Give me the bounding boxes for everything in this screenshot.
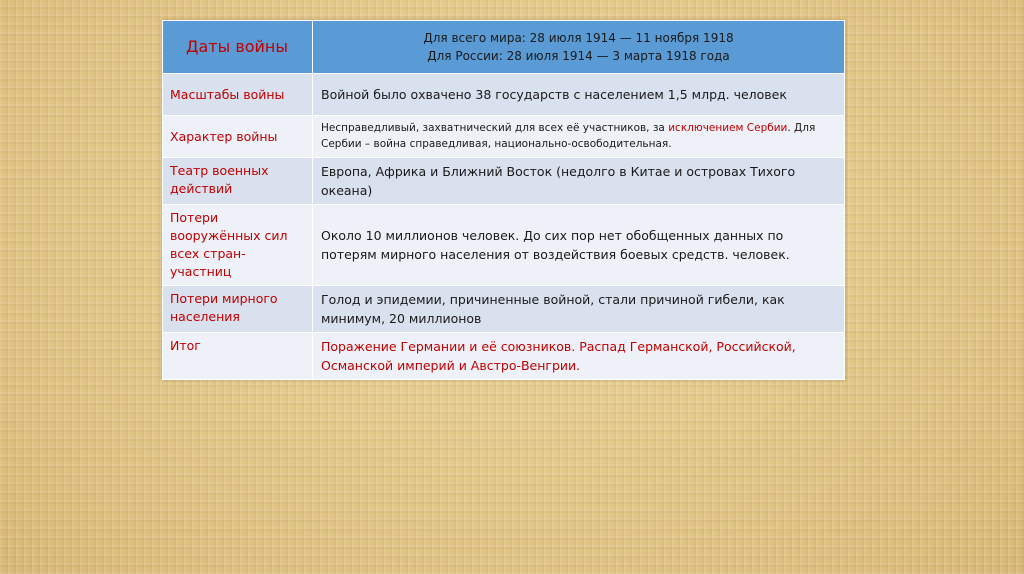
header-label: Даты войны [163, 21, 313, 74]
character-text-highlight: исключением Сербии [668, 122, 788, 134]
row-value-scale: Войной было охвачено 38 государств с населением 1,5 млрд. человек [313, 74, 845, 116]
row-value-character [313, 116, 845, 158]
character-text-post: . Для Сербии – война справедливая, национально-освободительная. [321, 122, 816, 150]
war-facts-table [162, 20, 845, 380]
table-row [163, 286, 845, 333]
table-row [163, 116, 845, 158]
row-label-outcome: Итог [163, 333, 313, 380]
row-value-civilian-losses: Голод и эпидемии, причиненные войной, стали причиной гибели, как минимум, 20 миллионов [313, 286, 845, 333]
row-label-military-losses: Потери вооружённых сил всех стран-участниц [163, 205, 313, 286]
row-value-outcome: Поражение Германии и её союзников. Распад Германской, Российской, Османской империй и Австро-Венгрии. [313, 333, 845, 380]
character-text-pre: Несправедливый, захватнический для всех её участников, за [321, 122, 669, 134]
table-header-row [163, 21, 845, 74]
row-label-civilian-losses: Потери мирного населения [163, 286, 313, 333]
table-row [163, 205, 845, 286]
row-label-theatre: Театр военных действий [163, 158, 313, 205]
dates-world: Для всего мира: 28 июля 1914 — 11 ноября 1918 [423, 31, 734, 45]
row-value-theatre: Европа, Африка и Ближний Восток (недолго в Китае и островах Тихого океана) [313, 158, 845, 205]
row-label-character: Характер войны [163, 116, 313, 158]
table-row [163, 74, 845, 116]
table-row [163, 158, 845, 205]
header-dates [313, 21, 845, 74]
table-row [163, 333, 845, 380]
row-label-scale: Масштабы войны [163, 74, 313, 116]
row-value-military-losses: Около 10 миллионов человек. До сих пор нет обобщенных данных по потерям мирного населения от воздействия боевых средств. человек. [313, 205, 845, 286]
dates-russia: Для России: 28 июля 1914 — 3 марта 1918 года [427, 49, 730, 63]
